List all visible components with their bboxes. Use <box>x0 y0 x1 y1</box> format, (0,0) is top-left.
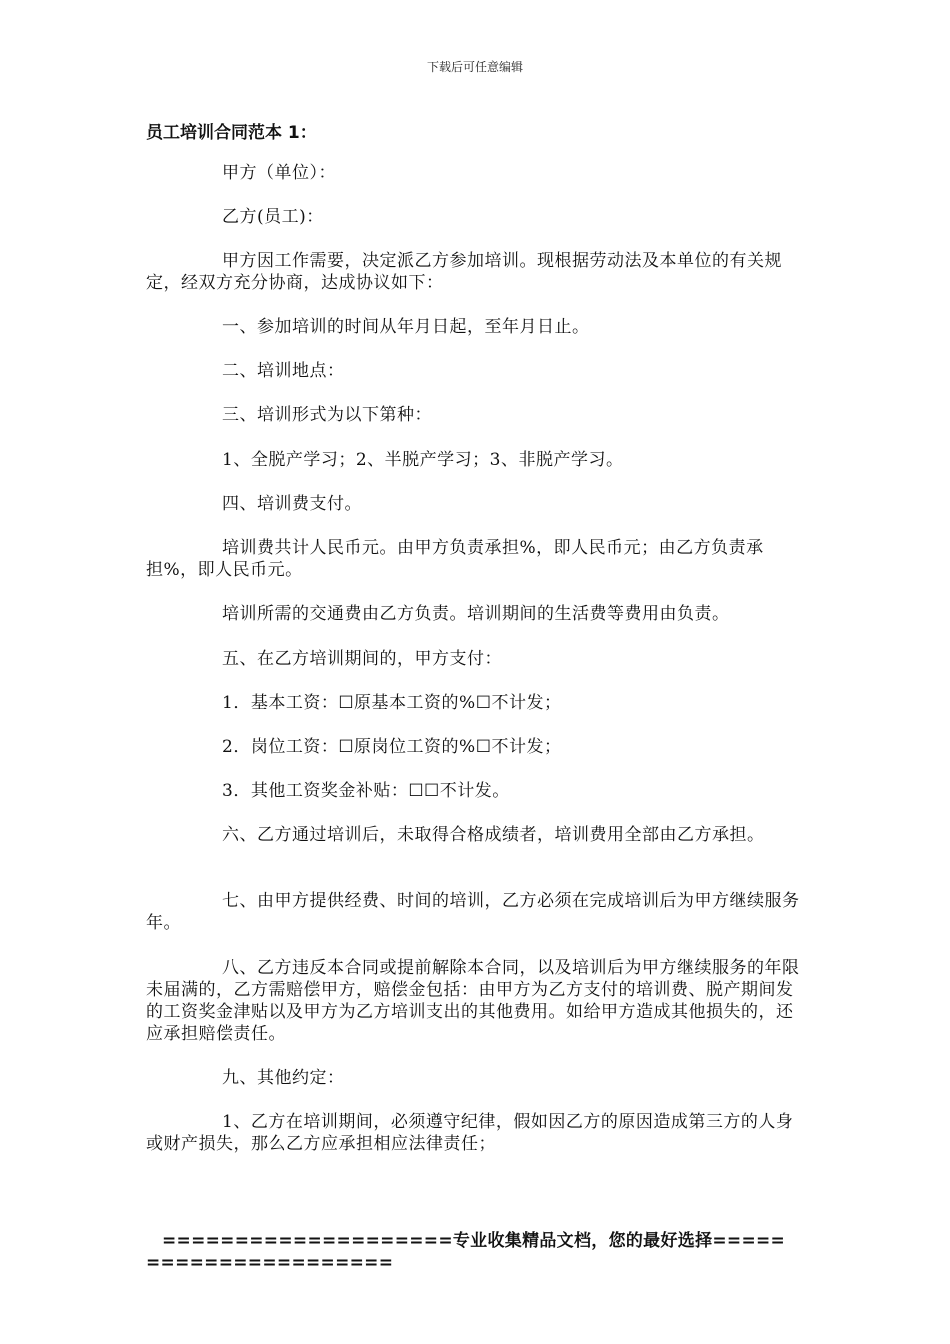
paragraph: 一、参加培训的时间从年月日起，至年月日止。 <box>222 317 590 337</box>
paragraph: 八、乙方违反本合同或提前解除本合同，以及培训后为甲方继续服务的年限未届满的，乙方需赔偿甲方，赔偿金包括：由甲方为乙方支付的培训费、脱产期间发的工资奖金津贴以及甲方为乙方培训支出的其他费用。如给甲方造成其他损失的，还应承担赔偿责任。 <box>146 958 800 1044</box>
paragraph: 2．岗位工资：☐原岗位工资的%☐不计发； <box>222 737 562 757</box>
paragraph: 四、培训费支付。 <box>222 494 362 514</box>
paragraph: 1、全脱产学习；2、半脱产学习；3、非脱产学习。 <box>222 450 624 470</box>
paragraph: 六、乙方通过培训后，未取得合格成绩者，培训费用全部由乙方承担。 <box>222 825 765 845</box>
footer-banner-line-1: ====================专业收集精品文档，您的最好选择===== <box>162 1231 786 1251</box>
footer-banner-line-2: ================= <box>146 1253 394 1273</box>
header-note: 下载后可任意编辑 <box>426 60 523 74</box>
paragraph: 1、乙方在培训期间，必须遵守纪律，假如因乙方的原因造成第三方的人身或财产损失，那么乙方应承担相应法律责任； <box>146 1112 794 1154</box>
paragraph: 甲方（单位）： <box>222 163 336 183</box>
paragraph: 3．其他工资奖金补贴：☐☐不计发。 <box>222 781 510 801</box>
paragraph: 五、在乙方培训期间的，甲方支付： <box>222 649 502 669</box>
paragraph: 二、培训地点： <box>222 361 345 381</box>
paragraph: 七、由甲方提供经费、时间的培训，乙方必须在完成培训后为甲方继续服务年。 <box>146 891 800 933</box>
document-title: 员工培训合同范本 1： <box>146 123 317 143</box>
paragraph: 三、培训形式为以下第种： <box>222 405 432 425</box>
paragraph: 培训所需的交通费由乙方负责。培训期间的生活费等费用由负责。 <box>222 604 730 624</box>
paragraph: 培训费共计人民币元。由甲方负责承担%，即人民币元；由乙方负责承担%，即人民币元。 <box>146 538 764 580</box>
paragraph: 乙方(员工)： <box>222 207 324 227</box>
paragraph: 九、其他约定： <box>222 1068 345 1088</box>
paragraph: 甲方因工作需要，决定派乙方参加培训。现根据劳动法及本单位的有关规定，经双方充分协商，达成协议如下： <box>146 251 782 293</box>
paragraph: 1．基本工资：☐原基本工资的%☐不计发； <box>222 693 562 713</box>
